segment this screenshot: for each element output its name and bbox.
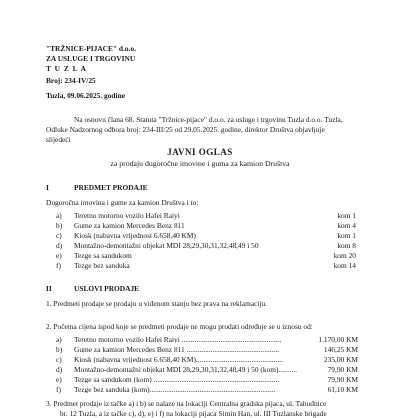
item-letter: a): [56, 211, 62, 220]
condition-point-3-line-1: 3. Predmet prodaje iz tačke a) i b) se nalaze na lokaciji Centralna gradska pijaca, ul. Tahuđnice: [46, 399, 327, 408]
item-qty: kom 1: [337, 211, 356, 220]
item-qty: kom 4: [337, 221, 356, 230]
intro-line-2: Odluke Nadzornog odbora broj: 234-III/25 od 29.05.2025. godine, direktor Društva objavljuje: [46, 125, 325, 134]
price-amount: 146,25 KM: [323, 345, 358, 354]
section-1-number: I: [46, 183, 49, 192]
document-date: Tuzla, 09.06.2025. godine: [46, 91, 125, 100]
section-1-intro: Dugoročna imovina i gume za kamion Društva i to:: [46, 198, 199, 207]
price-letter: c): [56, 355, 62, 364]
condition-point-3-line-2: br. 12 Tuzla, a iz tačke c), d), e) i f) na lokaciji pijaca Simin Han, ul. III Tuzlanske brigade: [60, 409, 327, 418]
item-text: Gume za kamion Mercedes Benz 811: [74, 221, 185, 230]
document-number: Broj: 234-IV/25: [46, 76, 96, 85]
intro-line-3: slijedeći: [46, 135, 71, 144]
item-text: Tezge bez sanduka: [74, 261, 130, 270]
item-text: Teretno motorno vozilo Hafei Raiyi: [74, 211, 180, 220]
item-letter: f): [56, 261, 61, 270]
condition-point-1: 1. Predmeti prodaje se prodaju u viđenom stanju bez prava na reklamaciju.: [46, 299, 268, 308]
company-purpose: ZA USLUGE I TRGOVINU: [46, 54, 136, 63]
condition-point-2: 2. Početna cijena ispod koje se predmeti prodaje ne mogu prodati određuje se u iznosu od:: [46, 322, 313, 331]
item-letter: d): [56, 241, 63, 250]
item-qty: kom 1: [337, 231, 356, 240]
price-letter: e): [56, 375, 62, 384]
item-qty: kom 14: [333, 261, 356, 270]
price-amount: 79,90 KM: [327, 365, 358, 374]
price-letter: b): [56, 345, 63, 354]
price-text: Tezge sa sandukom (kom) ....................................................................: [74, 376, 280, 384]
company-city: T U Z L A: [46, 64, 87, 73]
price-text: Tezge bez sanduka (kom)....................................................................: [74, 386, 276, 394]
item-letter: b): [56, 221, 63, 230]
item-text: Tezge sa sandukom: [74, 251, 132, 260]
intro-line-1: Na osnovu člana 68. Statuta "Tržnice-pijace" d.o.o. za usluge i trgovinu Tuzla d.o.o. Tuzla,: [74, 115, 343, 124]
price-text: Gume za kamion Mercedes Benz 811 ..................................................: [74, 346, 279, 354]
section-2-number: II: [46, 284, 52, 293]
price-amount: 235,00 KM: [323, 355, 358, 364]
document-subtitle: za prodaju dugoročne imovine i guma za kamion Društva: [110, 159, 290, 168]
price-amount: 1.170,00 KM: [318, 335, 358, 344]
price-letter: f): [56, 385, 61, 394]
section-2-heading: USLOVI PRODAJE: [74, 284, 140, 293]
item-letter: c): [56, 231, 62, 240]
item-letter: e): [56, 251, 62, 260]
price-amount: 61,10 KM: [327, 385, 358, 394]
item-text: Montažno-demontažni objekat MDI 28,29,30,31,32,48,49 i 50: [74, 241, 259, 250]
document-title: JAVNI OGLAS: [167, 147, 233, 157]
item-qty: kom 8: [337, 241, 356, 250]
item-text: Kiosk (nabavna vrijednost 6.658,40 KM): [74, 231, 196, 240]
price-amount: 79,90 KM: [327, 375, 358, 384]
price-letter: a): [56, 335, 62, 344]
price-text: Montažno-demontažni objekat MDI 28,29,30,31,32,48,49 i 50 (kom)..........: [74, 366, 297, 374]
section-1-heading: PREDMET PRODAJE: [74, 183, 148, 192]
price-text: Kiosk (nabavna vrijednost 6.658,40 KM)...............................................: [74, 356, 283, 364]
item-qty: kom 20: [333, 251, 356, 260]
company-name: "TRŽNICE-PIJACE" d.o.o.: [46, 44, 136, 53]
price-text: Teretno motorno vozilo Hafei Raiyi ......................................................: [74, 336, 282, 344]
price-letter: d): [56, 365, 63, 374]
